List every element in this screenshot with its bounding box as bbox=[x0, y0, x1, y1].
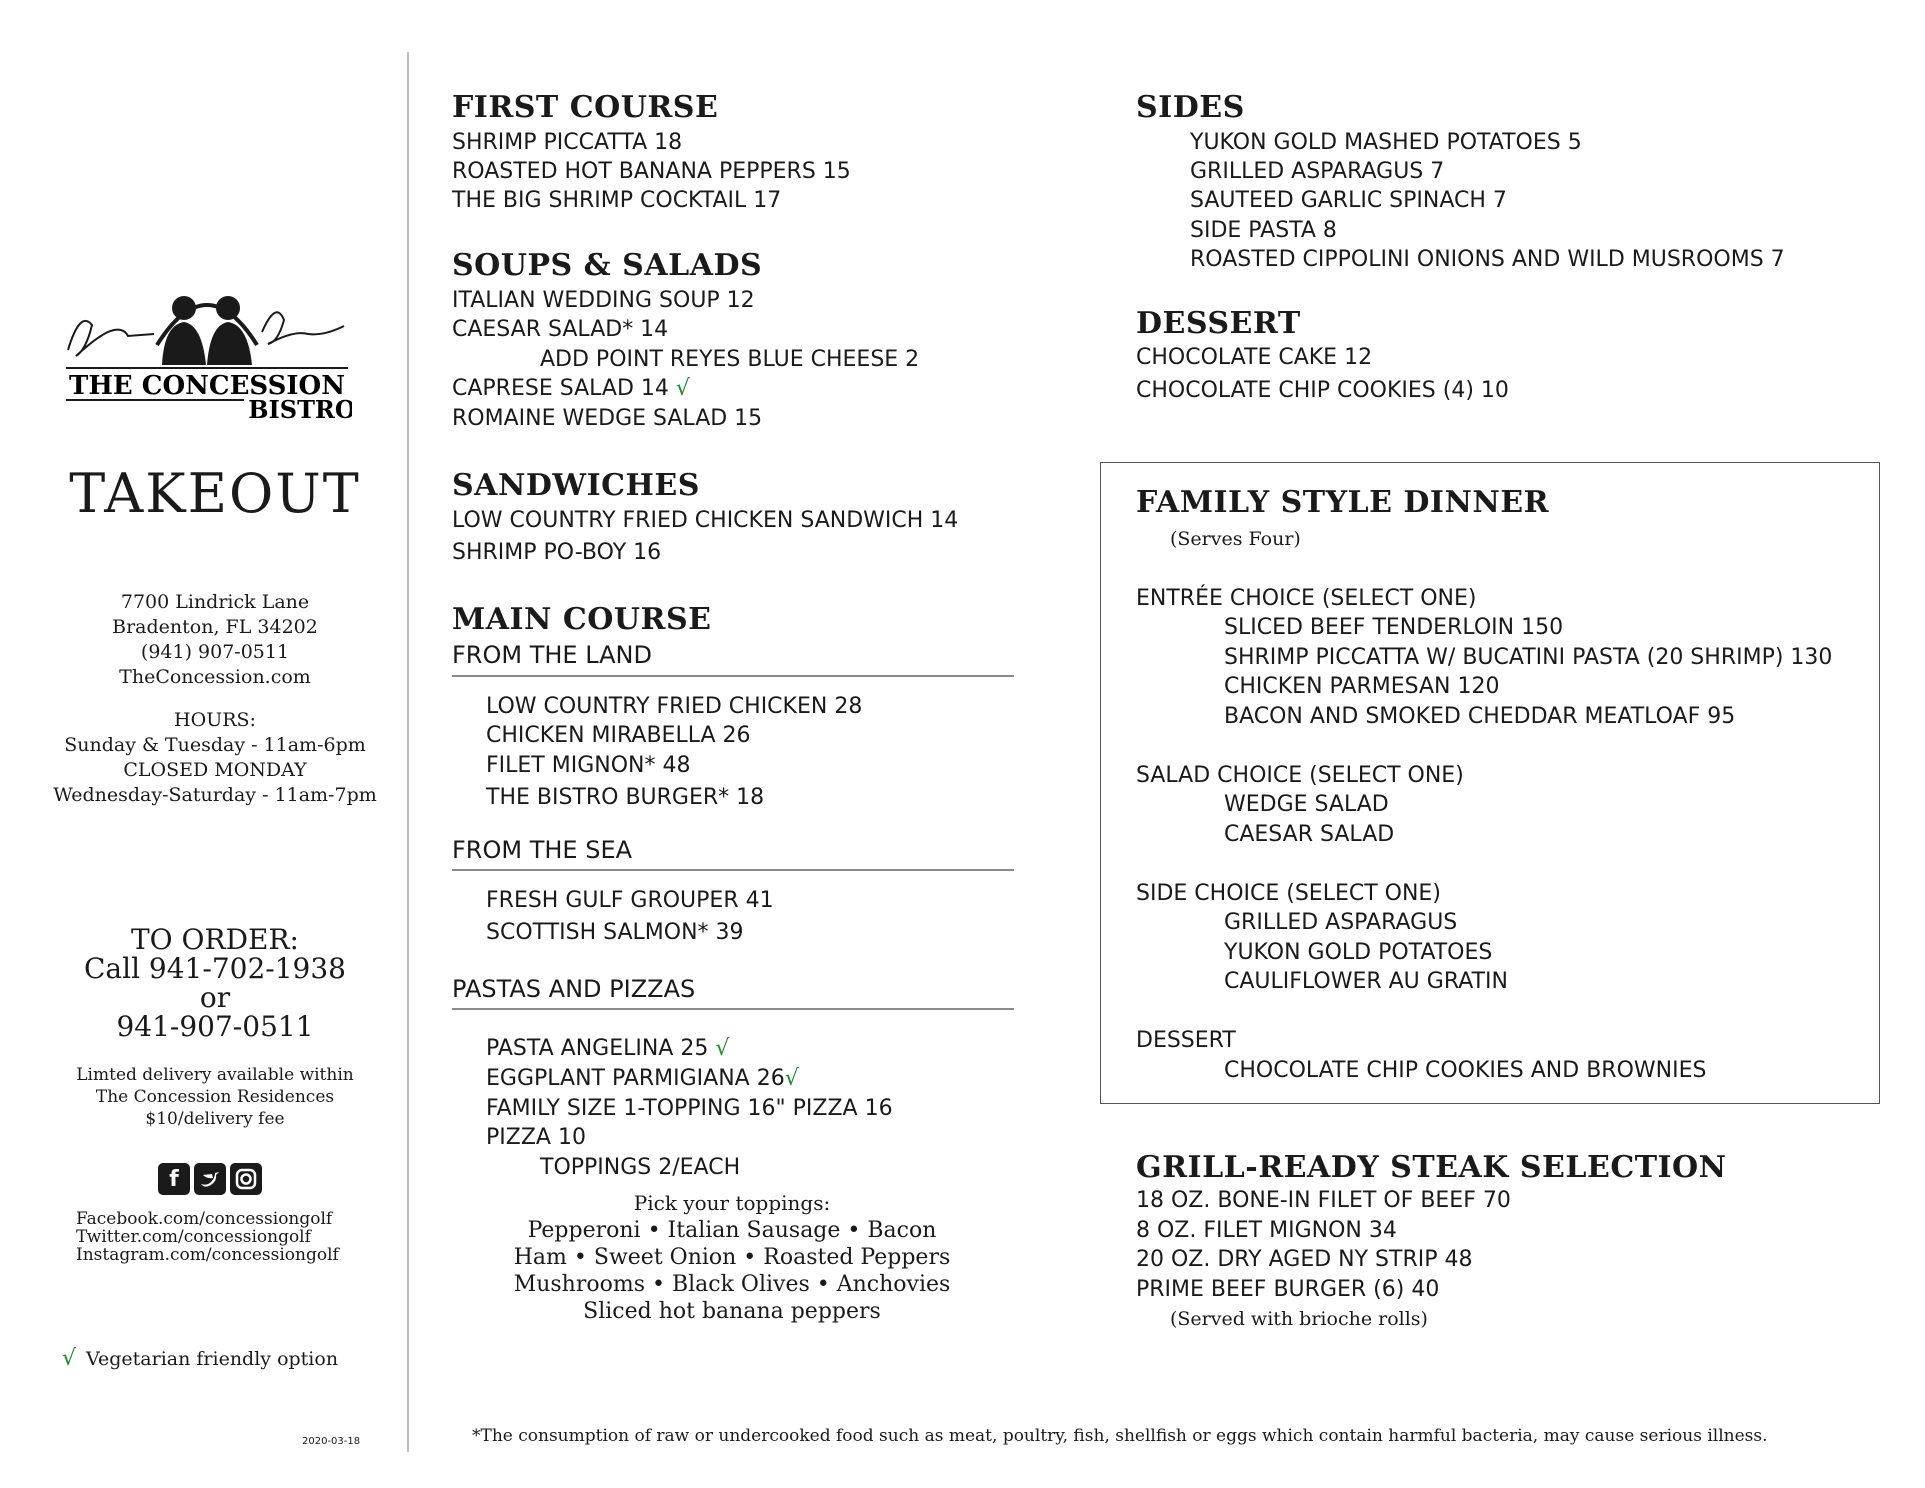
hours: HOURS: Sunday & Tuesday - 11am-6pm CLOSED MONDAY Wednesday-Saturday - 11am-7pm bbox=[53, 709, 377, 806]
toppings-list: Pick your toppings: Pepperoni • Italian Sausage • Bacon Ham • Sweet Onion • Roasted Peppers Mushrooms • Black Olives • Anchovies Sliced hot banana peppers bbox=[513, 1191, 951, 1324]
facebook-link[interactable]: Facebook.com/concessiongolf bbox=[76, 1209, 333, 1229]
menu-item: 18 OZ. BONE-IN FILET OF BEEF 70 bbox=[1136, 1188, 1511, 1213]
logo-name: THE CONCESSION bbox=[69, 371, 345, 401]
menu-item: PIZZA 10 bbox=[486, 1125, 586, 1150]
menu-item: ADD POINT REYES BLUE CHEESE 2 bbox=[540, 347, 920, 372]
steak-note: (Served with brioche rolls) bbox=[1170, 1308, 1428, 1330]
section-rule bbox=[452, 1008, 1014, 1010]
column-divider bbox=[407, 52, 409, 1452]
veg-icon: √ bbox=[715, 1036, 730, 1061]
menu-item: CHOCOLATE CHIP COOKIES (4) 10 bbox=[1136, 378, 1509, 403]
menu-item: CAESAR SALAD* 14 bbox=[452, 317, 669, 342]
pastas-pizzas-title: PASTAS AND PIZZAS bbox=[452, 975, 696, 1003]
from-the-sea-title: FROM THE SEA bbox=[452, 836, 633, 864]
menu-item: CAESAR SALAD bbox=[1224, 822, 1395, 847]
menu-item: SHRIMP PICCATTA W/ BUCATINI PASTA (20 SHRIMP) 130 bbox=[1224, 645, 1833, 670]
menu-item: SLICED BEEF TENDERLOIN 150 bbox=[1224, 615, 1564, 640]
print-date: 2020-03-18 bbox=[302, 1436, 361, 1447]
menu-item: GRILLED ASPARAGUS bbox=[1224, 910, 1458, 935]
facebook-icon[interactable]: f bbox=[158, 1163, 190, 1195]
logo-subname: BISTRO bbox=[248, 395, 352, 420]
entree-choice-title: ENTRÉE CHOICE (SELECT ONE) bbox=[1136, 586, 1477, 611]
from-the-land-title: FROM THE LAND bbox=[452, 641, 652, 669]
menu-item: ROMAINE WEDGE SALAD 15 bbox=[452, 406, 763, 431]
menu-item: 20 OZ. DRY AGED NY STRIP 48 bbox=[1136, 1247, 1473, 1272]
sides-title: SIDES bbox=[1136, 90, 1245, 125]
menu-item: ROASTED HOT BANANA PEPPERS 15 bbox=[452, 159, 851, 184]
menu-item: PRIME BEEF BURGER (6) 40 bbox=[1136, 1277, 1440, 1302]
menu-item: SAUTEED GARLIC SPINACH 7 bbox=[1190, 188, 1507, 213]
section-rule bbox=[452, 869, 1014, 871]
instagram-icon[interactable] bbox=[230, 1163, 262, 1195]
sandwiches-title: SANDWICHES bbox=[452, 468, 700, 503]
menu-item: CHOCOLATE CAKE 12 bbox=[1136, 345, 1373, 370]
menu-item: CHOCOLATE CHIP COOKIES AND BROWNIES bbox=[1224, 1058, 1707, 1083]
takeout-title: TAKEOUT bbox=[69, 462, 361, 525]
dessert-title: DESSERT bbox=[1136, 306, 1301, 341]
menu-item: FRESH GULF GROUPER 41 bbox=[486, 888, 774, 913]
menu-item: SCOTTISH SALMON* 39 bbox=[486, 920, 744, 945]
soups-salads-title: SOUPS & SALADS bbox=[452, 248, 763, 283]
social-icons bbox=[158, 1163, 262, 1195]
steak-selection-title: GRILL-READY STEAK SELECTION bbox=[1136, 1150, 1727, 1185]
social-links bbox=[76, 1210, 339, 1264]
first-course-title: FIRST COURSE bbox=[452, 90, 719, 125]
menu-item: CHICKEN MIRABELLA 26 bbox=[486, 723, 751, 748]
delivery-info: Limted delivery available within The Concession Residences $10/delivery fee bbox=[76, 1065, 354, 1129]
salad-choice-title: SALAD CHOICE (SELECT ONE) bbox=[1136, 763, 1464, 788]
side-choice-title: SIDE CHOICE (SELECT ONE) bbox=[1136, 881, 1441, 906]
main-course-title: MAIN COURSE bbox=[452, 602, 712, 637]
menu-item: CHICKEN PARMESAN 120 bbox=[1224, 674, 1500, 699]
menu-item: PASTA ANGELINA 25 √ bbox=[486, 1036, 730, 1061]
menu-item: THE BIG SHRIMP COCKTAIL 17 bbox=[452, 188, 782, 213]
menu-item: CAPRESE SALAD 14 √ bbox=[452, 376, 690, 401]
twitter-icon[interactable] bbox=[194, 1163, 226, 1195]
website-link[interactable]: TheConcession.com bbox=[119, 666, 311, 688]
bistro-logo bbox=[62, 270, 352, 420]
veg-icon: √ bbox=[62, 1346, 77, 1371]
menu-item: ITALIAN WEDDING SOUP 12 bbox=[452, 288, 755, 313]
menu-item: FAMILY SIZE 1-TOPPING 16" PIZZA 16 bbox=[486, 1096, 893, 1121]
section-rule bbox=[452, 675, 1014, 677]
veg-icon: √ bbox=[784, 1066, 799, 1091]
menu-item: CAULIFLOWER AU GRATIN bbox=[1224, 969, 1508, 994]
address: 7700 Lindrick Lane Bradenton, FL 34202 (941) 907-0511 TheConcession.com bbox=[0, 590, 430, 690]
menu-item: GRILLED ASPARAGUS 7 bbox=[1190, 159, 1445, 184]
menu-item: THE BISTRO BURGER* 18 bbox=[486, 785, 765, 810]
menu-item: TOPPINGS 2/EACH bbox=[540, 1155, 741, 1180]
menu-item: SHRIMP PO-BOY 16 bbox=[452, 540, 662, 565]
menu-item: LOW COUNTRY FRIED CHICKEN 28 bbox=[486, 694, 863, 719]
instagram-link[interactable]: Instagram.com/concessiongolf bbox=[76, 1245, 339, 1265]
family-dessert-title: DESSERT bbox=[1136, 1028, 1236, 1053]
family-style-title: FAMILY STYLE DINNER bbox=[1136, 485, 1550, 520]
menu-item: BACON AND SMOKED CHEDDAR MEATLOAF 95 bbox=[1224, 704, 1736, 729]
menu-item: LOW COUNTRY FRIED CHICKEN SANDWICH 14 bbox=[452, 508, 959, 533]
veg-legend: √ Vegetarian friendly option bbox=[62, 1346, 339, 1371]
disclaimer: *The consumption of raw or undercooked food such as meat, poultry, fish, shellfish or eggs which contain harmful bacteria, may cause serious illness. bbox=[472, 1426, 1768, 1446]
serves-note: (Serves Four) bbox=[1170, 528, 1301, 550]
menu-item: 8 OZ. FILET MIGNON 34 bbox=[1136, 1218, 1397, 1243]
menu-item: SHRIMP PICCATTA 18 bbox=[452, 130, 683, 155]
menu-item: EGGPLANT PARMIGIANA 26√ bbox=[486, 1066, 799, 1091]
twitter-link[interactable]: Twitter.com/concessiongolf bbox=[76, 1227, 311, 1247]
menu-item: SIDE PASTA 8 bbox=[1190, 218, 1337, 243]
menu-item: WEDGE SALAD bbox=[1224, 792, 1389, 817]
veg-icon: √ bbox=[675, 376, 690, 401]
menu-item: YUKON GOLD POTATOES bbox=[1224, 940, 1493, 965]
left-column bbox=[0, 0, 410, 1488]
menu-item: FILET MIGNON* 48 bbox=[486, 753, 691, 778]
menu-item: ROASTED CIPPOLINI ONIONS AND WILD MUSROOMS 7 bbox=[1190, 247, 1785, 272]
menu-item: YUKON GOLD MASHED POTATOES 5 bbox=[1190, 130, 1582, 155]
order-info: TO ORDER: Call 941-702-1938 or 941-907-0511 bbox=[84, 923, 346, 1043]
